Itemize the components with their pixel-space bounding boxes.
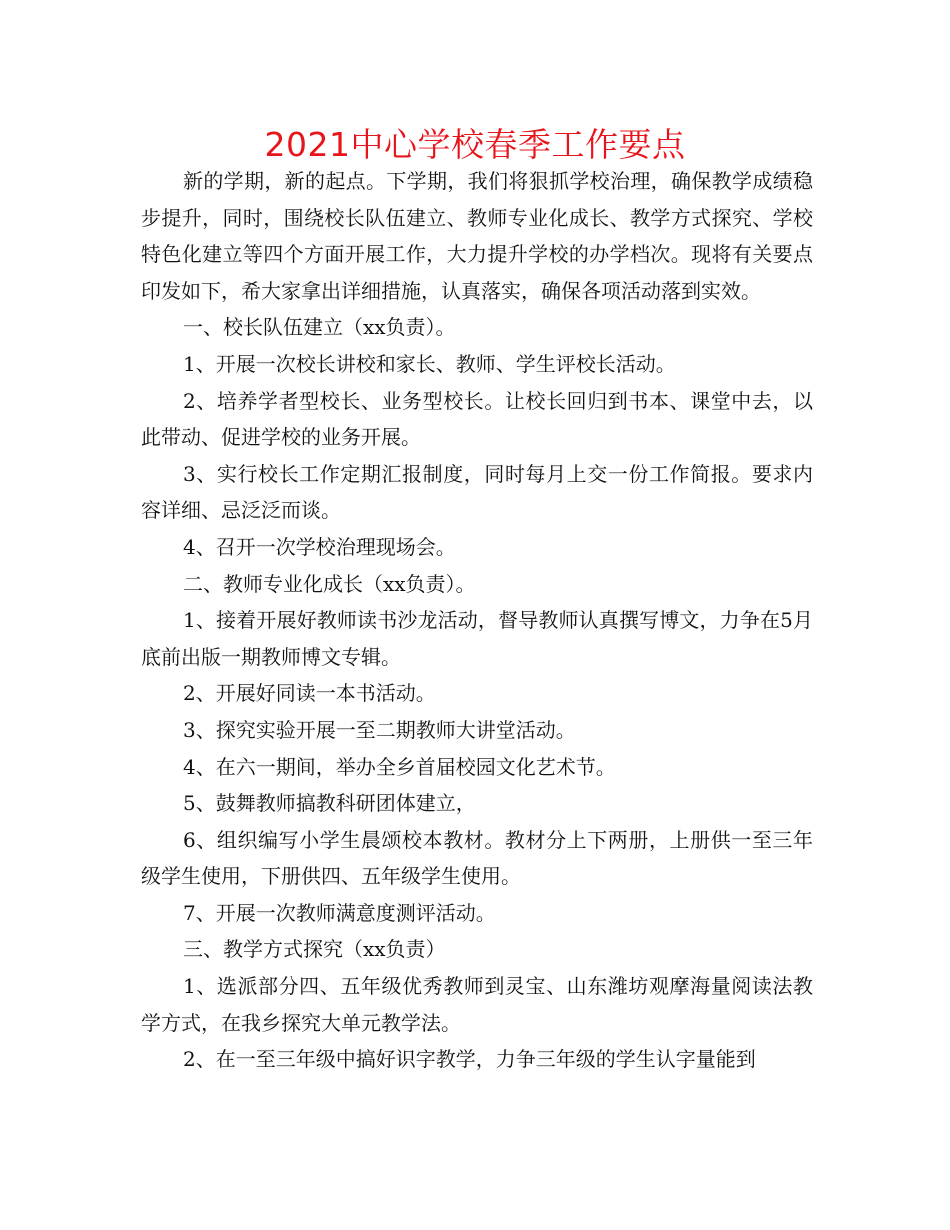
document-title: 2021中心学校春季工作要点 xyxy=(264,125,686,164)
list-item: 1、开展一次校长讲校和家长、教师、学生评校长活动。 xyxy=(183,351,676,376)
list-item: 3、探究实验开展一至二期教师大讲堂活动。 xyxy=(183,717,576,742)
list-item: 1、选派部分四、五年级优秀教师到灵宝、山东潍坊观摩海量阅读法教学方式，在我乡探究大单元教学法。 xyxy=(141,974,813,1035)
intro-paragraph: 新的学期，新的起点。下学期，我们将狠抓学校治理，确保教学成绩稳步提升，同时，围绕校长队伍建立、教师专业化成长、教学方式探究、学校特色化建立等四个方面开展工作，大力提升学校的办学档次。现将有关要点印发如下，希大家拿出详细措施，认真落实，确保各项活动落到实效。 xyxy=(141,169,813,303)
section-heading-3: 三、教学方式探究（xx负责） xyxy=(183,937,446,962)
list-item: 5、鼓舞教师搞教科研团体建立， xyxy=(183,791,476,816)
list-item: 1、接着开展好教师读书沙龙活动，督导教师认真撰写博文，力争在5月底前出版一期教师博文专辑。 xyxy=(141,608,813,669)
section-heading-2: 二、教师专业化成长（xx负责）。 xyxy=(183,571,476,596)
section-heading-1: 一、校长队伍建立（xx负责）。 xyxy=(183,315,456,340)
list-item: 3、实行校长工作定期汇报制度，同时每月上交一份工作简报。要求内容详细、忌泛泛而谈。 xyxy=(141,461,813,523)
list-item: 2、培养学者型校长、业务型校长。让校长回归到书本、课堂中去，以此带动、促进学校的业务开展。 xyxy=(141,388,813,450)
list-item: 7、开展一次教师满意度测评活动。 xyxy=(183,900,496,925)
list-item: 4、在六一期间，举办全乡首届校园文化艺术节。 xyxy=(183,754,616,779)
list-item: 4、召开一次学校治理现场会。 xyxy=(183,534,456,559)
document-body xyxy=(141,163,813,1078)
list-item: 2、开展好同读一本书活动。 xyxy=(183,681,436,706)
list-item: 6、组织编写小学生晨颂校本教材。教材分上下两册，上册供一至三年级学生使用，下册供四、五年级学生使用。 xyxy=(141,827,813,889)
list-item: 2、在一至三年级中搞好识字教学，力争三年级的学生认字量能到 xyxy=(183,1047,756,1072)
